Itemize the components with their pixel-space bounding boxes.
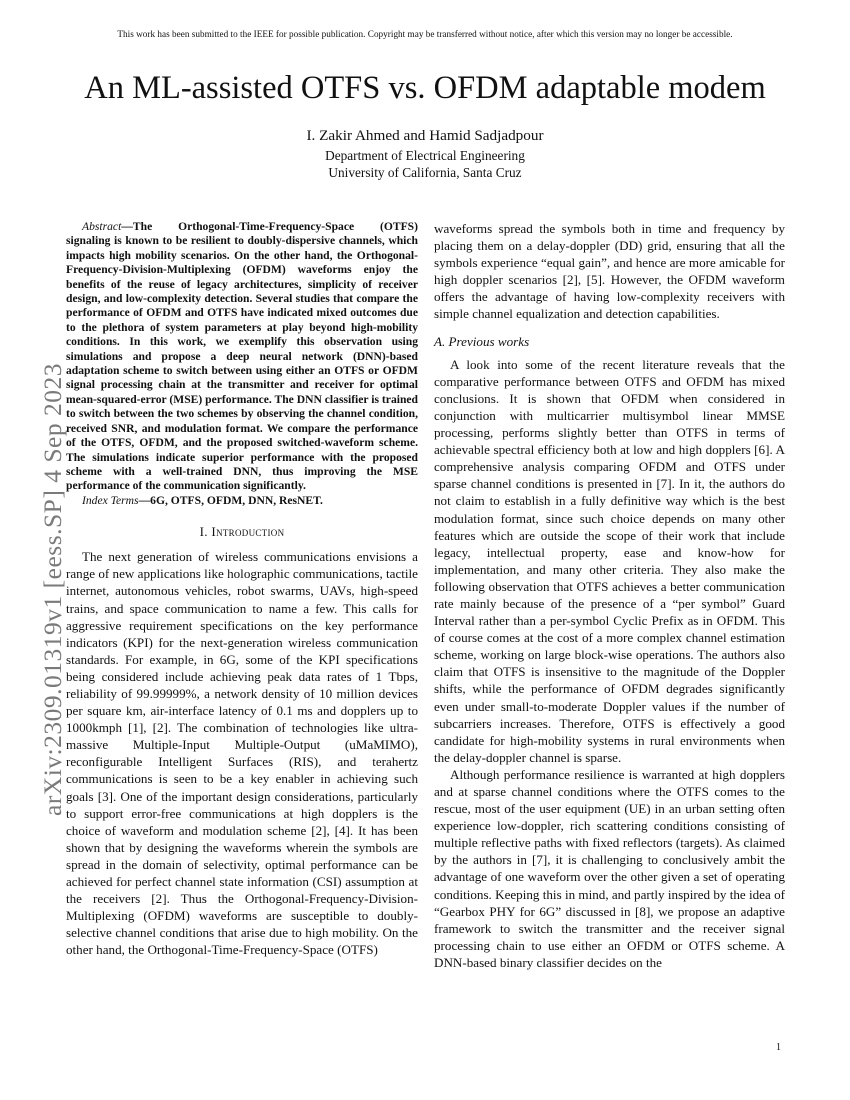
left-column: [66, 220, 418, 958]
paper-title: An ML-assisted OTFS vs. OFDM adaptable modem: [84, 70, 766, 106]
section-title: Introduction: [211, 524, 285, 540]
index-terms-lead: Index Terms: [82, 493, 139, 507]
index-terms: [66, 494, 418, 508]
previous-works-paragraph-1: A look into some of the recent literature reveals that the comparative performance between OTFS and OFDM has mixed conclusions. It is shown that OFDM when considered in conjunction with multicarrier multisymbol linear MMSE processing, performs slightly better than OTFS in terms of achievable spectral efficiency both at low and high dopplers [6]. A comprehensive analysis comparing OFDM and OTFS under sparse channel conditions is presented in [7]. In it, the authors do not claim to establish in a fully definitive way which is the best modulation format, since such choice depends on many other features which are outside the scope of their work that include legacy, intellectual property, ease and know-how for implementation, and many other criteria. They also make the following observation that OTFS achieves a better communication rate mainly because of the presence of a “per symbol” Guard Interval rather than a per-symbol Cyclic Prefix as in OFDM. This of course comes at the cost of a more complex channel estimation scheme, working on large block-wise operations. The authors also claim that OTFS is insensitive to the magnitude of the Doppler shifts, while the performance of OFDM degrades significantly even under small-to-moderate Doppler values if the number of subcarriers increases. Therefore, OTFS is effectively a good candidate for high-mobility systems in rural environments when the delay-doppler channel is sparse.: [434, 356, 785, 765]
subsection-heading-previous-works: A. Previous works: [434, 333, 530, 349]
paper-authors: I. Zakir Ahmed and Hamid Sadjadpour: [306, 127, 544, 144]
submission-notice: This work has been submitted to the IEEE for possible publication. Copyright may be transferred without notice, after which this version may no longer be accessible.: [117, 29, 733, 39]
right-column: [434, 220, 785, 971]
abstract-lead: Abstract: [82, 220, 122, 233]
affiliation-university: University of California, Santa Cruz: [328, 165, 522, 180]
intro-paragraph-1-continued: waveforms spread the symbols both in time and frequency by placing them on a delay-doppler (DD) grid, ensuring that all the symbols experience “equal gain”, and hence are more amicable for high doppler scenarios [2], [5]. However, the OFDM waveform offers the advantage of having low-complexity receivers with simple channel equalization and detection capabilities.: [434, 221, 785, 322]
arxiv-identifier: arXiv:2309.01319v1 [eess.SP] 4 Sep 2023: [38, 363, 67, 816]
intro-paragraph-1: The next generation of wireless communications envisions a range of new applications like holographic communications, tactile internet, autonomous vehicles, robot swarms, UAVs, high-speed trains, and space communication to name a few. This calls for aggressive requirement specifications on the key performance indicators (KPI) for the next-generation wireless communication standards. For example, in 6G, some of the KPI specifications being considered include achieving peak data rates of 1 Tbps, reliability of 99.99999%, a network density of 10 million devices per square km, air-interface latency of 0.1 ms and dopplers up to 1000kmph [1], [2]. The combination of technologies like ultra-massive Multiple-Input Multiple-Output (uMaMIMO), reconfigurable Intelligent Surfaces (RIS), and terahertz communications is seen to be a key enabler in achieving such goals [3]. One of the important design considerations, particularly to support error-free communications at high dopplers is the choice of waveform and modulation scheme [2], [4]. It has been shown that by designing the waveforms wherein the symbols are spread in the domain of selectivity, optimal performance can be achieved for perfect channel state information (CSI) assumption at the receivers [2]. Thus the Orthogonal-Frequency-Division-Multiplexing (OFDM) waveforms are susceptible to doubly-selective channel conditions that arise due to high mobility. On the other hand, the Orthogonal-Time-Frequency-Space (OTFS): [66, 549, 418, 958]
previous-works-paragraph-2: Although performance resilience is warranted at high dopplers and at sparse channel conditions where the OTFS comes to the rescue, most of the user equipment (UE) in an urban setting often experience low-doppler, rich scattering conditions consisting of multiple reflective paths with fixed reflectors (targets). As claimed by the authors in [7], it is challenging to conclusively ambit the advantage of one waveform over the other given a set of operating conditions. Keeping this in mind, and partly inspired by the idea of “Gearbox PHY for 6G” discussed in [8], we propose an adaptive framework to switch the transmitter and the receiver signal processing chain to use either an OFDM or OTFS scheme. A DNN-based binary classifier decides on the: [434, 766, 785, 970]
page-number: 1: [776, 1042, 781, 1053]
section-numeral: I.: [199, 524, 212, 540]
index-terms-body: —6G, OTFS, OFDM, DNN, ResNET.: [138, 493, 323, 507]
abstract: [66, 220, 418, 494]
section-heading-introduction: [66, 523, 418, 540]
abstract-body: —The Orthogonal-Time-Frequency-Space (OTFS) signaling is known to be resilient to doubly-dispersive channels, which impacts high mobility scenarios. On the other hand, the Orthogonal-Frequency-Division-Multiplexing (OFDM) waveforms enjoy the benefits of the reuse of legacy architectures, simplicity of receiver design, and low-complexity detection. Several studies that compare the performance of OFDM and OTFS have indicated mixed outcomes due to the plethora of system parameters at play beyond high-mobility conditions. In this work, we exemplify this observation using simulations and propose a deep neural network (DNN)-based adaptation scheme to switch between using either an OTFS or OFDM signal processing chain at the transmitter and receiver for optimal mean-squared-error (MSE) performance. The DNN classifier is trained to switch between the two schemes by observing the channel condition, received SNR, and modulation format. We compare the performance of the OTFS, OFDM, and the proposed switched-waveform scheme. The simulations indicate superior performance with the proposed scheme with a well-trained DNN, thus improving the MSE performance of the communication significantly.: [66, 220, 418, 493]
affiliation-department: Department of Electrical Engineering: [325, 148, 525, 163]
